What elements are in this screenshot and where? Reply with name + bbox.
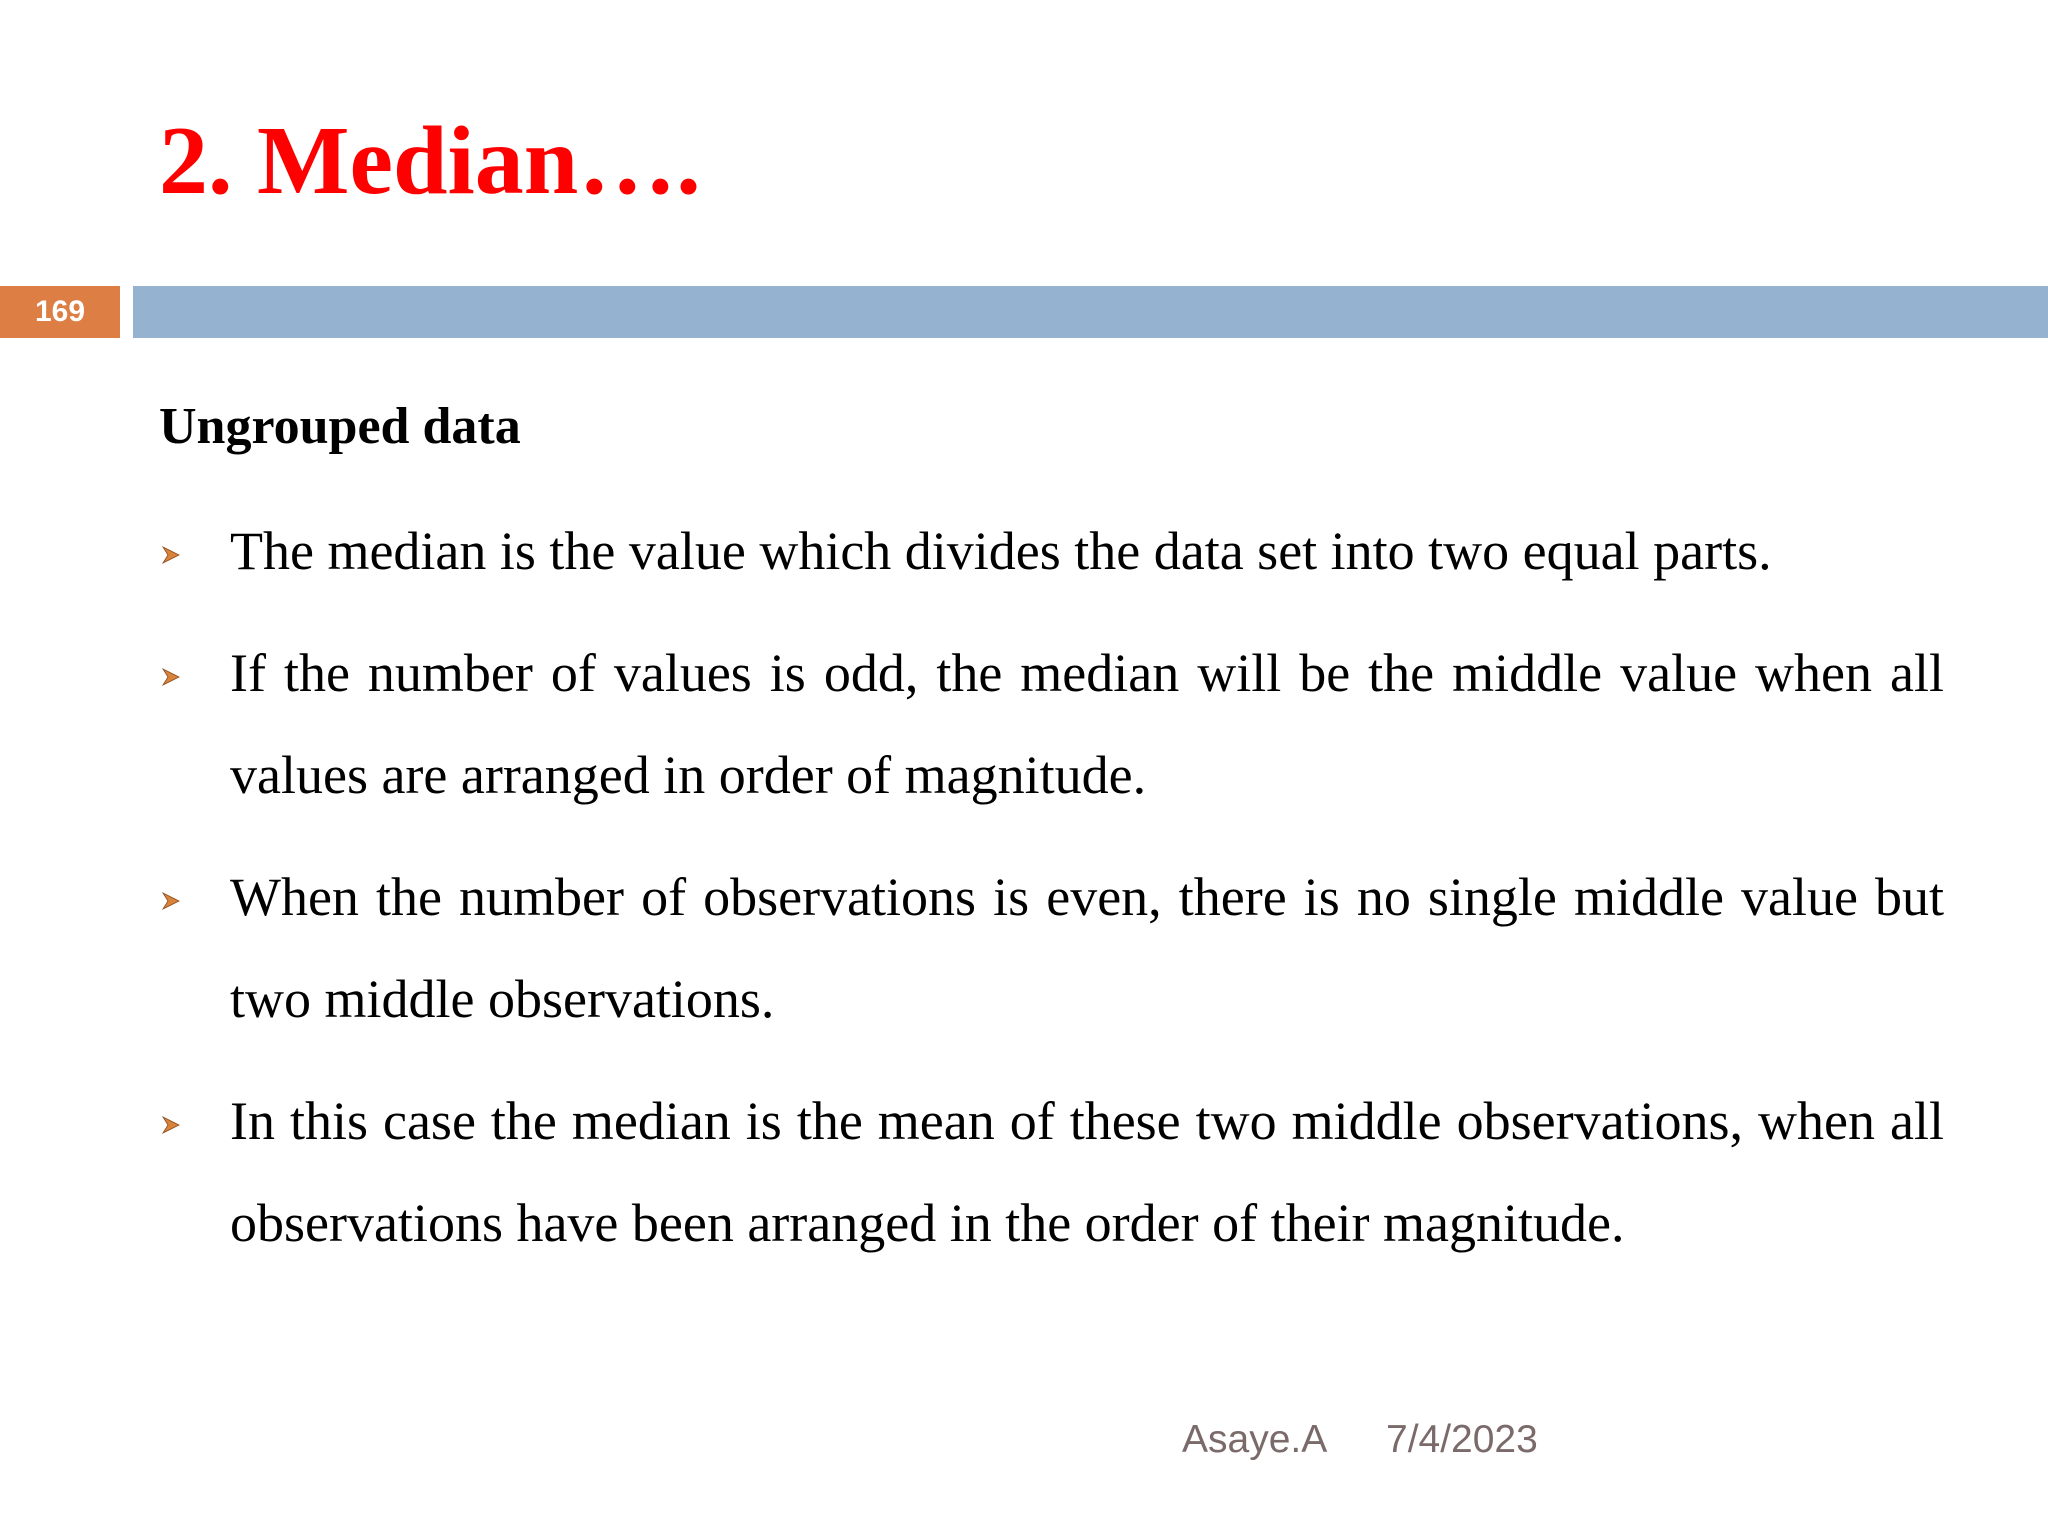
bullet-list	[159, 500, 1944, 1294]
page-number: 169	[34, 295, 86, 328]
arrow-bullet-icon	[161, 545, 181, 565]
bullet-item	[159, 846, 1944, 1050]
footer-author: Asaye.A	[1182, 1418, 1328, 1461]
page-number-badge	[0, 286, 120, 338]
bullet-item	[159, 1070, 1944, 1274]
bullet-text: The median is the value which divides the data set into two equal parts.	[230, 521, 1772, 581]
bullet-text: When the number of observations is even, there is no single middle value but two middle observations.	[230, 867, 1944, 1029]
arrow-bullet-icon	[161, 667, 181, 687]
bullet-text: In this case the median is the mean of these two middle observations, when all observations have been arranged in the order of their magnitude.	[230, 1091, 1944, 1253]
section-subheading: Ungrouped data	[159, 398, 521, 455]
bullet-text: If the number of values is odd, the median will be the middle value when all values are arranged in order of magnitude.	[230, 643, 1944, 805]
arrow-bullet-icon	[161, 1115, 181, 1135]
bullet-item	[159, 500, 1944, 602]
arrow-bullet-icon	[161, 891, 181, 911]
slide-title: 2. Median….	[159, 107, 701, 215]
bullet-item	[159, 622, 1944, 826]
header-bar	[133, 286, 2048, 338]
footer-date: 7/4/2023	[1386, 1418, 1538, 1461]
